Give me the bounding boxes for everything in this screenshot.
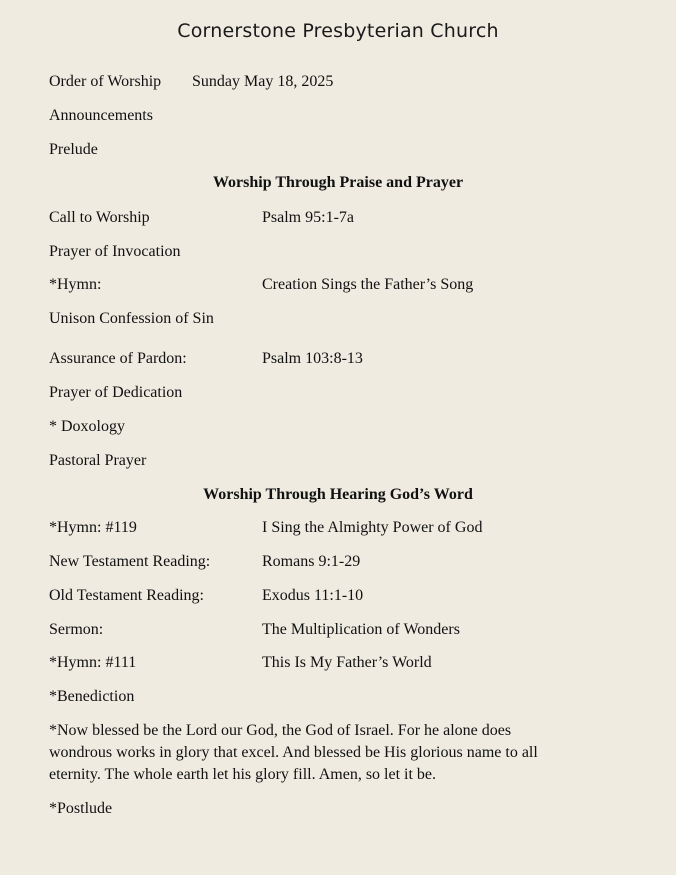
hymn-label: *Hymn: — [49, 276, 102, 293]
hymn-111-label: *Hymn: #111 — [49, 654, 137, 671]
order-of-worship-label: Order of Worship — [49, 73, 162, 90]
hymn-119-detail: I Sing the Almighty Power of God — [262, 519, 483, 536]
hymn-detail: Creation Sings the Father’s Song — [262, 276, 474, 293]
section-heading-praise-prayer: Worship Through Praise and Prayer — [212, 174, 464, 191]
pastoral-prayer: Pastoral Prayer — [49, 452, 147, 469]
new-testament-reading-label: New Testament Reading: — [49, 553, 211, 570]
hymn-111-detail: This Is My Father’s World — [262, 654, 432, 671]
announcements: Announcements — [49, 107, 153, 124]
sermon-label: Sermon: — [49, 621, 104, 638]
assurance-of-pardon-detail: Psalm 103:8-13 — [262, 350, 363, 367]
assurance-of-pardon-label: Assurance of Pardon: — [49, 350, 187, 367]
call-to-worship-detail: Psalm 95:1-7a — [262, 209, 354, 226]
benediction-text-line: wondrous works in glory that excel. And blessed be His glorious name to all — [49, 744, 538, 761]
benediction-text-line: *Now blessed be the Lord our God, the God of Israel. For he alone does — [49, 722, 512, 739]
section-heading-gods-word: Worship Through Hearing God’s Word — [203, 486, 473, 503]
new-testament-reading-detail: Romans 9:1-29 — [262, 553, 361, 570]
benediction-text-line: eternity. The whole earth let his glory fill. Amen, so let it be. — [49, 766, 437, 783]
sermon-detail: The Multiplication of Wonders — [262, 621, 460, 638]
prayer-of-dedication: Prayer of Dedication — [49, 384, 183, 401]
unison-confession: Unison Confession of Sin — [49, 310, 214, 327]
old-testament-reading-label: Old Testament Reading: — [49, 587, 204, 604]
benediction-text — [49, 720, 619, 786]
doxology: * Doxology — [49, 418, 125, 435]
prelude: Prelude — [49, 141, 98, 158]
call-to-worship-label: Call to Worship — [49, 209, 150, 226]
service-date: Sunday May 18, 2025 — [192, 73, 334, 90]
prayer-of-invocation: Prayer of Invocation — [49, 243, 181, 260]
old-testament-reading-detail: Exodus 11:1-10 — [262, 587, 364, 604]
page-title: Cornerstone Presbyterian Church — [177, 20, 499, 42]
benediction: *Benediction — [49, 688, 135, 705]
hymn-119-label: *Hymn: #119 — [49, 519, 137, 536]
postlude: *Postlude — [49, 800, 113, 817]
